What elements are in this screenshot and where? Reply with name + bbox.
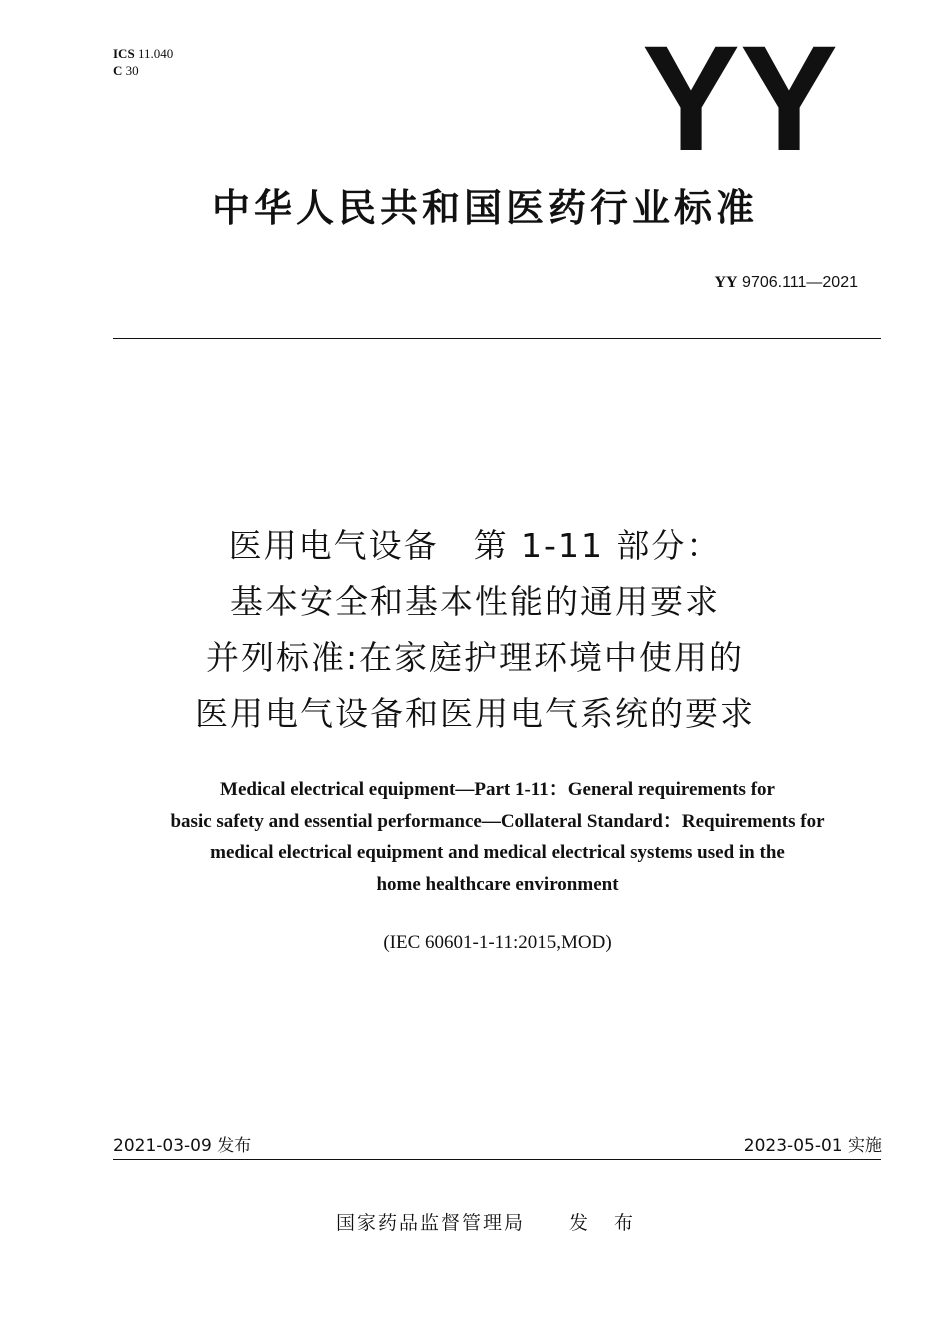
standard-number-prefix: YY: [714, 274, 738, 291]
class-value: 30: [125, 63, 139, 78]
issue-date: 2021-03-09 发布: [113, 1136, 252, 1156]
standard-number-value: 9706.111—2021: [742, 274, 858, 291]
chinese-title: [0, 518, 950, 742]
bottom-divider: [113, 1159, 881, 1160]
english-title-line: medical electrical equipment and medical electrical systems used in the: [210, 842, 785, 863]
standard-category-title: 中华人民共和国医药行业标准: [211, 186, 758, 230]
english-title-line: home healthcare environment: [376, 873, 619, 895]
classification-codes: [113, 45, 173, 79]
class-label: C: [113, 63, 123, 78]
implementation-date: 2023-05-01 实施: [743, 1136, 882, 1156]
chinese-title-line: 医用电气设备和医用电气系统的要求: [195, 694, 755, 733]
chinese-title-line: 医用电气设备 第 1-11 部分：: [228, 526, 722, 565]
issuer: [336, 1208, 643, 1235]
ics-label: ICS: [113, 46, 135, 61]
ics-code-line: [113, 45, 173, 62]
chinese-title-line: 基本安全和基本性能的通用要求: [230, 582, 720, 621]
ics-value: 11.040: [137, 46, 174, 61]
issuer-action: 发 布: [569, 1212, 644, 1234]
english-title: [0, 774, 950, 900]
english-title-line: Medical electrical equipment—Part 1-11：General requirements for: [220, 779, 775, 800]
yy-logo-text: YY: [642, 40, 838, 160]
english-title-line: basic safety and essential performance—Collateral Standard：Requirements for: [170, 810, 825, 832]
issuer-name: 国家药品监督管理局: [336, 1212, 526, 1234]
top-divider: [113, 338, 881, 339]
adoption-note: (IEC 60601-1-11:2015,MOD): [383, 932, 612, 953]
chinese-title-line: 并列标准:在家庭护理环境中使用的: [205, 638, 745, 677]
standard-number: [714, 274, 858, 292]
class-code-line: [113, 62, 173, 79]
yy-logo: [640, 40, 840, 160]
